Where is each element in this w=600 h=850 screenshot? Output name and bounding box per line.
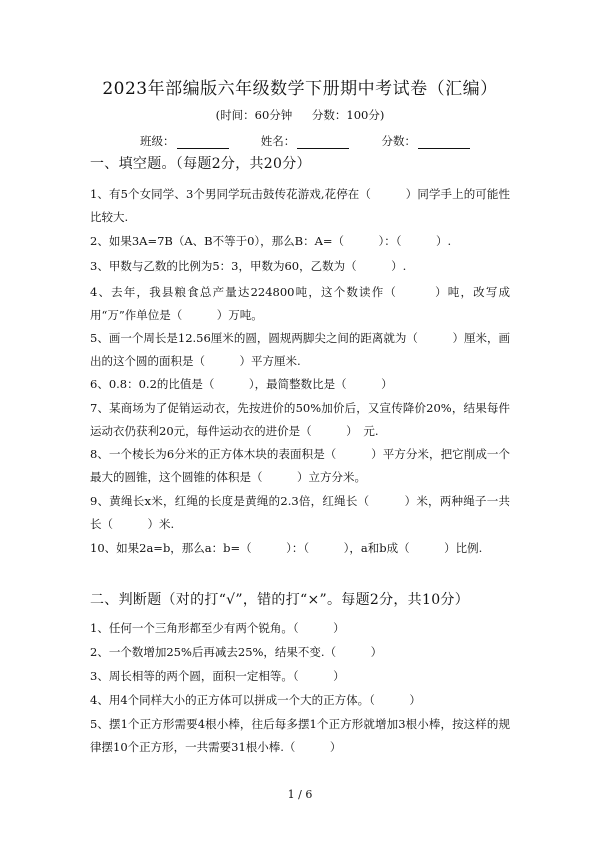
question-1-6: 6、0.8：0.2的比值是（ ），最简整数比是（ ） (90, 377, 393, 391)
question-2-3: 3、周长相等的两个圆，面积一定相等。（ ） (90, 669, 345, 683)
class-field[interactable] (140, 133, 229, 149)
score-field[interactable] (382, 133, 471, 149)
class-label: 班级： (140, 134, 175, 148)
class-blank[interactable] (177, 135, 229, 149)
question-1-4: 4、去年，我县粮食总产量达224800吨，这个数读作（ ）吨，改写成用“万”作单位是（ ）万吨。 (90, 285, 510, 322)
question-2-4: 4、用4个同样大小的正方体可以拼成一个大的正方体。（ ） (90, 693, 421, 707)
question-2-2: 2、一个数增加25%后再减去25%，结果不变.（ ） (90, 645, 383, 659)
student-fields (140, 133, 470, 149)
name-field[interactable] (261, 133, 350, 149)
name-label: 姓名： (260, 134, 296, 148)
question-1-9: 9、黄绳长x米，红绳的长度是黄绳的2.3倍，红绳长（ ）米，两种绳子一共长（ ）米. (90, 494, 510, 531)
question-2-1: 1、任何一个三角形都至少有两个锐角。（ ） (90, 621, 345, 635)
section-fill-in-heading: 一、填空题。（每题2分，共20分） (90, 156, 311, 172)
score-label: 分数： (381, 134, 416, 148)
score-blank[interactable] (418, 135, 470, 149)
question-1-5: 5、画一个周长是12.56厘米的圆，圆规两脚尖之间的距离就为（ ）厘米，画出的这个圆的面积是（ ）平方厘米. (90, 331, 510, 368)
page-number: 1 / 6 (287, 788, 313, 801)
section-true-false-heading: 二、判断题（对的打“√”，错的打“×”。每题2分，共10分） (90, 592, 470, 608)
page-title: 2023年部编版六年级数学下册期中考试卷（汇编） (102, 79, 498, 99)
question-1-1: 1、有5个女同学、3个男同学玩击鼓传花游戏,花停在（ ）同学手上的可能性比较大. (90, 187, 510, 224)
time-limit: (时间：60分钟 (215, 108, 293, 122)
question-1-2: 2、如果3A=7B（A、B不等于0），那么B：A=（ ）：（ ）. (90, 234, 452, 248)
question-1-3: 3、甲数与乙数的比例为5：3，甲数为60，乙数为（ ）. (90, 259, 407, 273)
name-blank[interactable] (297, 135, 349, 149)
exam-meta (0, 107, 600, 123)
question-1-8: 8、一个棱长为6分米的正方体木块的表面积是（ ）平方分米，把它削成一个最大的圆锥，这个圆锥的体积是（ ）立方分米。 (90, 447, 510, 484)
question-2-5: 5、摆1个正方形需要4根小棒，往后每多摆1个正方形就增加3根小棒，按这样的规律摆10个正方形，一共需要31根小棒.（ ） (90, 717, 510, 754)
total-score: 分数：100分) (311, 108, 385, 122)
question-1-10: 10、如果2a=b，那么a：b=（ ）：（ ），a和b成（ ）比例. (90, 541, 483, 555)
question-1-7: 7、某商场为了促销运动衣，先按进价的50%加价后，又宣传降价20%，结果每件运动衣仍获利20元，每件运动衣的进价是（ ） 元. (90, 401, 510, 438)
